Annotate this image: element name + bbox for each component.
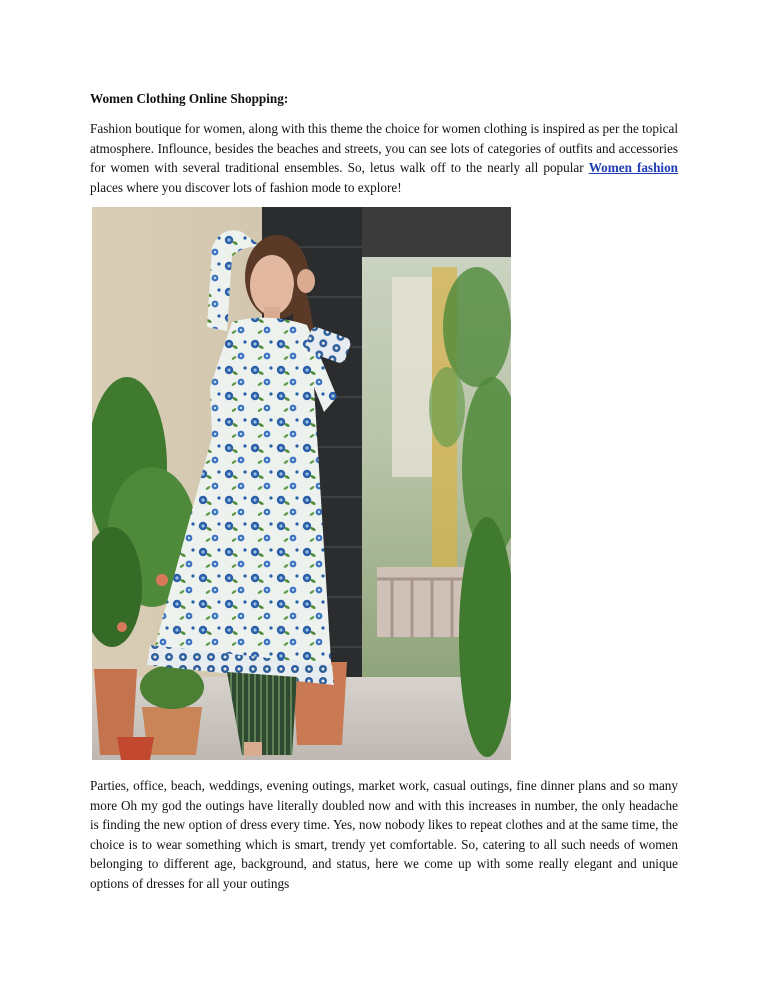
photo-illustration xyxy=(92,207,511,760)
women-fashion-link[interactable]: Women fashion xyxy=(588,160,678,176)
body-section xyxy=(90,776,678,894)
fashion-photo xyxy=(92,207,511,760)
body-paragraph: Parties, office, beach, weddings, evening outings, market work, casual outings, fine dinner plans and so many more Oh my god the outings have literally doubled now and with this increases in number, the only headache is finding the new option of dress every time. Yes, now nobody likes to repeat clothes and at the same time, the choice is to wear something which is smart, trendy yet comfortable. So, catering to all such needs of women belonging to different age, background, and status, here we come up with some really elegant and unique options of dresses for all your outings xyxy=(90,778,678,891)
section-heading: Women Clothing Online Shopping: xyxy=(90,91,289,106)
intro-section xyxy=(90,90,678,197)
intro-text-before-link: Fashion boutique for women, along with this theme the choice for women clothing is inspired as per the topical atmosphere. Inflounce, besides the beaches and streets, you can see lots of categories of outfits and accessories for women with several traditional ensembles. So, letus walk off to the nearly all popular xyxy=(90,121,678,176)
intro-text-after-link: places where you discover lots of fashion mode to explore! xyxy=(90,179,402,195)
intro-paragraph xyxy=(90,119,678,197)
